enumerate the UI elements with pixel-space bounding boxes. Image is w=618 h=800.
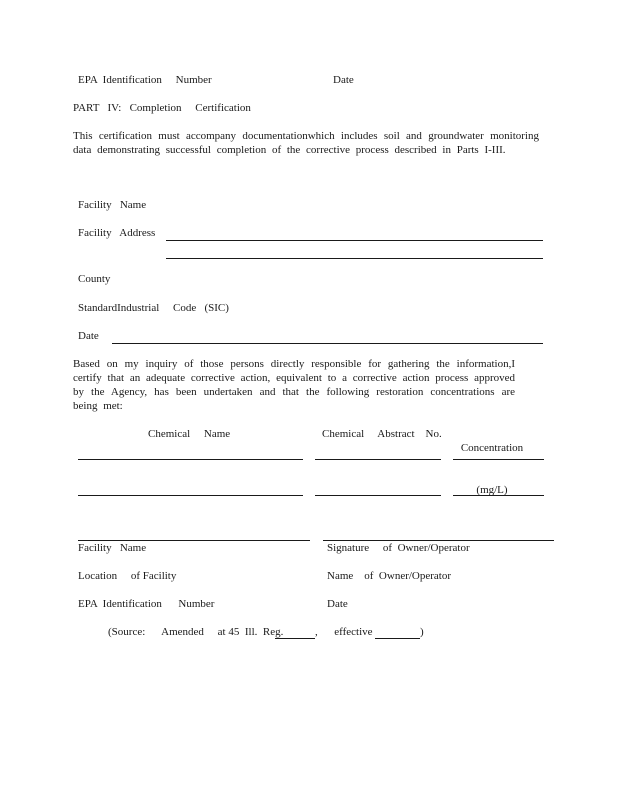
concentration-header-line1: Concentration <box>460 442 524 454</box>
register-volume-blank[interactable] <box>275 638 315 639</box>
location-facility-label: Location of Facility <box>78 570 177 582</box>
concentration-line-2[interactable] <box>453 495 544 496</box>
chemical-name-line-2[interactable] <box>78 495 303 496</box>
facility-name-label: Facility Name <box>78 199 147 211</box>
sig-epa-id-label: EPA Identification Number <box>78 598 215 610</box>
effective-date-blank[interactable] <box>375 638 420 639</box>
intro-paragraph: This certification must accompany documentationwhich includes soil and groundwater monitoring data demonstrating successful completion of the corrective process described in Parts I-III. <box>73 130 539 156</box>
concentration-header <box>452 413 532 511</box>
sig-facility-name-label: Facility Name <box>78 542 147 554</box>
facility-address-label: Facility Address <box>78 227 156 239</box>
epa-id-label: EPA Identification Number <box>78 74 212 86</box>
name-owner-label: Name of Owner/Operator <box>327 570 452 582</box>
chemical-abstract-no-header: Chemical Abstract No. <box>322 428 442 440</box>
chemical-name-line-1[interactable] <box>78 459 303 460</box>
chemical-name-header: Chemical Name <box>148 428 231 440</box>
concentration-line-1[interactable] <box>453 459 544 460</box>
chemical-abstract-line-1[interactable] <box>315 459 441 460</box>
source-note-middle: , effective <box>315 626 373 638</box>
chemical-abstract-line-2[interactable] <box>315 495 441 496</box>
facility-date-line[interactable] <box>112 343 543 344</box>
source-note-suffix: ) <box>420 626 424 638</box>
county-label: County <box>78 273 111 285</box>
source-note-prefix: (Source: Amended at 45 Ill. Reg. <box>108 626 284 638</box>
concentration-header-line2: (mg/L) <box>476 484 508 496</box>
part-title: PART IV: Completion Certification <box>73 102 251 114</box>
facility-address-line-2[interactable] <box>166 258 543 259</box>
signature-owner-label: Signature of Owner/Operator <box>327 542 470 554</box>
header-date-label: Date <box>333 74 354 86</box>
sic-code-label: StandardIndustrial Code (SIC) <box>78 302 229 314</box>
facility-address-line-1[interactable] <box>166 240 543 241</box>
sig-date-label: Date <box>327 598 348 610</box>
facility-date-label: Date <box>78 330 99 342</box>
certification-paragraph: Based on my inquiry of those persons directly responsible for gathering the information,I certify that an adequate corrective action, equivalent to a corrective action process approved by the Agency, has been undertaken and that the following restoration concentrations are being met: <box>73 358 515 412</box>
